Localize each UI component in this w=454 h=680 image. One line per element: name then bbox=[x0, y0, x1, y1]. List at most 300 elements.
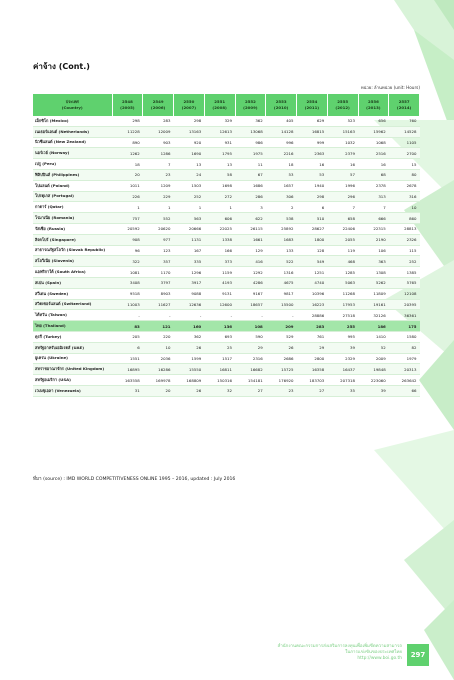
table-cell: 28627 bbox=[297, 223, 328, 234]
table-row bbox=[33, 310, 420, 321]
table-cell: 666 bbox=[358, 213, 389, 224]
table-cell: 22315 bbox=[358, 223, 389, 234]
table-row bbox=[33, 202, 420, 213]
table-cell: 2036 bbox=[143, 353, 174, 364]
table-cell: 9817 bbox=[266, 288, 297, 299]
table-cell: 22406 bbox=[327, 223, 358, 234]
table-cell: 1795 bbox=[204, 148, 235, 159]
table-cell: 10 bbox=[143, 342, 174, 353]
table-cell: 20 bbox=[143, 385, 174, 396]
table-cell: 129 bbox=[235, 245, 266, 256]
table-cell: 552 bbox=[143, 213, 174, 224]
table-cell: 11228 bbox=[112, 126, 143, 137]
table-row bbox=[33, 116, 420, 126]
table-cell: 12009 bbox=[143, 126, 174, 137]
table-row bbox=[33, 342, 420, 353]
table-cell: 68 bbox=[358, 169, 389, 180]
table-cell: 298 bbox=[174, 116, 205, 126]
table-cell: 4740 bbox=[297, 277, 328, 288]
table-cell: 1661 bbox=[235, 234, 266, 245]
table-cell: 18 bbox=[266, 159, 297, 170]
header-country: ประเทศ (Country) bbox=[33, 94, 112, 116]
table-cell: 20592 bbox=[112, 223, 143, 234]
table-cell: 1940 bbox=[297, 180, 328, 191]
table-cell: 286 bbox=[235, 191, 266, 202]
table-cell: 16811 bbox=[204, 364, 235, 375]
table-cell: 207318 bbox=[327, 375, 358, 386]
table-cell: 23 bbox=[266, 385, 297, 396]
country-name: ฟิลิปปินส์ (Philippines) bbox=[33, 169, 112, 180]
table-cell: 7 bbox=[143, 159, 174, 170]
table-cell: 20395 bbox=[389, 299, 420, 310]
unit-label: หน่วย: ล้านหน่วย (unit: Hours) bbox=[360, 85, 420, 90]
table-cell: 283 bbox=[143, 116, 174, 126]
source-note: ที่มา (source) : IMD WORLD COMPETITIVENESS ONLINE 1995 – 2016, updated : July 2016 bbox=[33, 477, 236, 482]
table-cell: 166 bbox=[204, 245, 235, 256]
table-cell: 3408 bbox=[112, 277, 143, 288]
table-cell: 83 bbox=[112, 321, 143, 332]
table-row bbox=[33, 288, 420, 299]
table-row bbox=[33, 245, 420, 256]
table-cell: 16895 bbox=[112, 364, 143, 375]
country-name: โรมาเนีย (Romania) bbox=[33, 213, 112, 224]
table-cell: 986 bbox=[235, 137, 266, 148]
country-name: สาธารณรัฐสโลวัก (Slovak Republic) bbox=[33, 245, 112, 256]
country-name: สหรัฐอาหรับเอมิเรตส์ (UAE) bbox=[33, 342, 112, 353]
table-cell: 1503 bbox=[174, 180, 205, 191]
table-cell: 335 bbox=[174, 256, 205, 267]
table-cell: 32 bbox=[204, 385, 235, 396]
table-row bbox=[33, 191, 420, 202]
table-cell: 4193 bbox=[204, 277, 235, 288]
table-cell: 175 bbox=[389, 321, 420, 332]
table-cell: 3 bbox=[235, 202, 266, 213]
table-cell: 656 bbox=[358, 116, 389, 126]
header-year: 2551 (2008) bbox=[204, 94, 235, 116]
table-cell: 12636 bbox=[174, 299, 205, 310]
table-cell: 7 bbox=[327, 202, 358, 213]
table-cell: 1308 bbox=[358, 267, 389, 278]
table-cell: 283 bbox=[297, 321, 328, 332]
table-cell: 920 bbox=[174, 137, 205, 148]
country-name: สวีเดน (Sweden) bbox=[33, 288, 112, 299]
table-cell: 2378 bbox=[358, 180, 389, 191]
table-cell: 4675 bbox=[266, 277, 297, 288]
table-row bbox=[33, 180, 420, 191]
table-row bbox=[33, 234, 420, 245]
table-cell: 1296 bbox=[174, 267, 205, 278]
table-cell: 27518 bbox=[327, 310, 358, 321]
table-cell: 529 bbox=[266, 331, 297, 342]
table-cell: 760 bbox=[389, 116, 420, 126]
table-cell: 205 bbox=[112, 331, 143, 342]
table-cell: 26 bbox=[174, 385, 205, 396]
table-cell: 1686 bbox=[235, 180, 266, 191]
table-cell: - bbox=[112, 310, 143, 321]
table-cell: 20 bbox=[112, 169, 143, 180]
table-cell: 16815 bbox=[297, 126, 328, 137]
table-cell: 606 bbox=[204, 213, 235, 224]
footer-text bbox=[278, 644, 402, 662]
table-cell: 7 bbox=[358, 202, 389, 213]
table-cell: 8903 bbox=[143, 288, 174, 299]
table-cell: 15962 bbox=[358, 126, 389, 137]
table-cell: 1551 bbox=[112, 353, 143, 364]
table-cell: 25 bbox=[204, 342, 235, 353]
table-row bbox=[33, 385, 420, 396]
table-cell: 14128 bbox=[266, 126, 297, 137]
table-body bbox=[33, 116, 420, 396]
table-cell: 252 bbox=[174, 191, 205, 202]
table-cell: 2055 bbox=[327, 234, 358, 245]
table-cell: 133 bbox=[266, 245, 297, 256]
table-cell: 223060 bbox=[358, 375, 389, 386]
country-name: ไทย (Thailand) bbox=[33, 321, 112, 332]
table-cell: 1599 bbox=[174, 353, 205, 364]
table-cell: 2363 bbox=[297, 148, 328, 159]
table-cell: 2190 bbox=[358, 234, 389, 245]
country-name: เม็กซิโก (Mexico) bbox=[33, 116, 112, 126]
table-cell: 11627 bbox=[143, 299, 174, 310]
table-row bbox=[33, 159, 420, 170]
header-year: 2556 (2013) bbox=[358, 94, 389, 116]
table-cell: 11003 bbox=[112, 299, 143, 310]
table-cell: 108 bbox=[235, 321, 266, 332]
table-cell: 1 bbox=[174, 202, 205, 213]
table-cell: 9131 bbox=[204, 288, 235, 299]
header-year: 2548 (2005) bbox=[112, 94, 143, 116]
table-cell: 16 bbox=[358, 159, 389, 170]
table-cell: 19161 bbox=[358, 299, 389, 310]
table-cell: 272 bbox=[204, 191, 235, 202]
table-row bbox=[33, 375, 420, 386]
table-cell: 2316 bbox=[235, 353, 266, 364]
table-cell: 1209 bbox=[143, 180, 174, 191]
table-cell: 995 bbox=[327, 331, 358, 342]
table-row bbox=[33, 256, 420, 267]
table-cell: 32126 bbox=[358, 310, 389, 321]
table-cell: 1 bbox=[143, 202, 174, 213]
table-cell: 10396 bbox=[297, 288, 328, 299]
table-cell: 176920 bbox=[266, 375, 297, 386]
table-cell: 96 bbox=[112, 245, 143, 256]
table-cell: 1979 bbox=[389, 353, 420, 364]
table-cell: 2009 bbox=[358, 353, 389, 364]
table-cell: 252 bbox=[389, 256, 420, 267]
table-cell: 373 bbox=[204, 256, 235, 267]
table-cell: 67 bbox=[235, 169, 266, 180]
table-cell: 1292 bbox=[235, 267, 266, 278]
table-cell: 13163 bbox=[174, 126, 205, 137]
table-cell: 14528 bbox=[389, 126, 420, 137]
table-row bbox=[33, 267, 420, 278]
country-name: เวเนซุเอลา (Venezuela) bbox=[33, 385, 112, 396]
table-cell: 4286 bbox=[235, 277, 266, 288]
header-year: 2552 (2009) bbox=[235, 94, 266, 116]
table-cell: - bbox=[204, 310, 235, 321]
table-cell: 298 bbox=[297, 191, 328, 202]
table-cell: 52 bbox=[358, 342, 389, 353]
table-cell: - bbox=[143, 310, 174, 321]
table-cell: 890 bbox=[112, 137, 143, 148]
table-cell: 1032 bbox=[327, 137, 358, 148]
table-row bbox=[33, 353, 420, 364]
table-cell: 16286 bbox=[143, 364, 174, 375]
table-cell: 693 bbox=[204, 331, 235, 342]
table-cell: 1286 bbox=[143, 148, 174, 159]
table-cell: 209 bbox=[266, 321, 297, 332]
table-cell: 18 bbox=[112, 159, 143, 170]
table-cell: 53 bbox=[297, 169, 328, 180]
table-cell: 12600 bbox=[204, 299, 235, 310]
table-cell: 523 bbox=[327, 116, 358, 126]
table-cell: - bbox=[266, 310, 297, 321]
table-cell: 1657 bbox=[266, 180, 297, 191]
table-cell: 622 bbox=[235, 213, 266, 224]
table-cell: 80 bbox=[389, 169, 420, 180]
table-cell: 5262 bbox=[358, 277, 389, 288]
table-cell: 16682 bbox=[235, 364, 266, 375]
country-name: กาตาร์ (Qatar) bbox=[33, 202, 112, 213]
table-cell: 3917 bbox=[174, 277, 205, 288]
table-cell: 13 bbox=[174, 159, 205, 170]
table-cell: 20313 bbox=[389, 364, 420, 375]
table-cell: 362 bbox=[235, 116, 266, 126]
table-cell: 27 bbox=[297, 385, 328, 396]
table-row bbox=[33, 213, 420, 224]
table-cell: 29 bbox=[235, 342, 266, 353]
footer-line: สำนักงานคณะกรรมการส่งเสริมการลงทุนเพื่อเพิ่มขีดความสามารถ bbox=[277, 644, 402, 649]
table-cell: 1316 bbox=[266, 267, 297, 278]
table-cell: 1690 bbox=[174, 148, 205, 159]
country-name: ไต้หวัน (Taiwan) bbox=[33, 310, 112, 321]
table-cell: 9518 bbox=[112, 288, 143, 299]
header-year: 2550 (2007) bbox=[174, 94, 205, 116]
table-cell: 363 bbox=[358, 256, 389, 267]
country-name: นอร์เวย์ (Norway) bbox=[33, 148, 112, 159]
table-cell: 35 bbox=[327, 385, 358, 396]
table-cell: 19848 bbox=[358, 364, 389, 375]
table-cell: 1105 bbox=[389, 137, 420, 148]
table-cell: 362 bbox=[174, 331, 205, 342]
table-cell: 20620 bbox=[143, 223, 174, 234]
table-cell: 1996 bbox=[327, 180, 358, 191]
table-row bbox=[33, 148, 420, 159]
country-name: สเปน (Spain) bbox=[33, 277, 112, 288]
table-cell: 220 bbox=[143, 331, 174, 342]
table-cell: 522 bbox=[266, 256, 297, 267]
table-cell: 263642 bbox=[389, 375, 420, 386]
table-cell: 2326 bbox=[389, 234, 420, 245]
page-title: ค่าจ้าง (Cont.) bbox=[33, 62, 90, 71]
country-name: โปแลนด์ (Poland) bbox=[33, 180, 112, 191]
table-row bbox=[33, 299, 420, 310]
table-cell: 15725 bbox=[266, 364, 297, 375]
country-name: สโลวีเนีย (Slovenia) bbox=[33, 256, 112, 267]
table-cell: 66 bbox=[389, 385, 420, 396]
table-cell: 82 bbox=[389, 342, 420, 353]
table-cell: 28813 bbox=[389, 223, 420, 234]
table-cell: 169978 bbox=[143, 375, 174, 386]
table-cell: 1262 bbox=[112, 148, 143, 159]
table-cell: 15 bbox=[389, 159, 420, 170]
table-cell: - bbox=[235, 310, 266, 321]
table-cell: 977 bbox=[143, 234, 174, 245]
country-name: เปรู (Peru) bbox=[33, 159, 112, 170]
table-cell: 1385 bbox=[389, 267, 420, 278]
table-cell: 316 bbox=[389, 191, 420, 202]
table-cell: 1975 bbox=[235, 148, 266, 159]
table-cell: 908 bbox=[112, 234, 143, 245]
table-cell: 13068 bbox=[235, 126, 266, 137]
table-cell: 27 bbox=[235, 385, 266, 396]
table-cell: 17953 bbox=[327, 299, 358, 310]
table-cell: 5063 bbox=[327, 277, 358, 288]
table-cell: 16 bbox=[297, 159, 328, 170]
table-cell: 121 bbox=[143, 321, 174, 332]
table-cell: 18657 bbox=[235, 299, 266, 310]
table-cell: 629 bbox=[297, 116, 328, 126]
table-cell: 468 bbox=[327, 256, 358, 267]
table-cell: 563 bbox=[174, 213, 205, 224]
country-name: สวิตเซอร์แลนด์ (Switzerland) bbox=[33, 299, 112, 310]
country-name: สหรัฐอเมริกา (USA) bbox=[33, 375, 112, 386]
table-cell: 1170 bbox=[143, 267, 174, 278]
table-cell: 2516 bbox=[358, 148, 389, 159]
table-cell: 761 bbox=[297, 331, 328, 342]
table-cell: 860 bbox=[389, 213, 420, 224]
table-cell: 11268 bbox=[327, 288, 358, 299]
table-cell: 163558 bbox=[112, 375, 143, 386]
table-cell: 1800 bbox=[297, 234, 328, 245]
table-cell: 10 bbox=[389, 202, 420, 213]
table-row bbox=[33, 364, 420, 375]
table-cell: 39 bbox=[358, 385, 389, 396]
table-cell: 2678 bbox=[389, 180, 420, 191]
table-row bbox=[33, 223, 420, 234]
table-cell: 106 bbox=[358, 245, 389, 256]
country-name: โปรตุเกส (Portugal) bbox=[33, 191, 112, 202]
table-cell: 2800 bbox=[297, 353, 328, 364]
table-cell: 306 bbox=[266, 191, 297, 202]
table-cell: 9088 bbox=[174, 288, 205, 299]
table-row bbox=[33, 277, 420, 288]
table-cell: 1131 bbox=[174, 234, 205, 245]
table-cell: 296 bbox=[327, 191, 358, 202]
table-cell: 16223 bbox=[297, 299, 328, 310]
country-name: เนเธอร์แลนด์ (Netherlands) bbox=[33, 126, 112, 137]
table-cell: 1410 bbox=[358, 331, 389, 342]
table-cell: 538 bbox=[266, 213, 297, 224]
table-cell: 39 bbox=[327, 342, 358, 353]
table-cell: 123 bbox=[143, 245, 174, 256]
table-cell: 2216 bbox=[266, 148, 297, 159]
table-cell: 186 bbox=[358, 321, 389, 332]
table-cell: 12108 bbox=[389, 288, 420, 299]
table-cell: 160 bbox=[174, 321, 205, 332]
table-cell: 757 bbox=[112, 213, 143, 224]
table-cell: 13 bbox=[204, 159, 235, 170]
table-cell: 2686 bbox=[266, 353, 297, 364]
table-cell: 1251 bbox=[297, 267, 328, 278]
table-cell: 5765 bbox=[389, 277, 420, 288]
table-cell: 298 bbox=[112, 116, 143, 126]
header-year: 2553 (2010) bbox=[266, 94, 297, 116]
table-row bbox=[33, 169, 420, 180]
header-year: 2557 (2014) bbox=[389, 94, 420, 116]
table-cell: 1 bbox=[112, 202, 143, 213]
table-cell: 119 bbox=[327, 245, 358, 256]
table-cell: 590 bbox=[235, 331, 266, 342]
table-cell: 996 bbox=[266, 137, 297, 148]
table-cell: 1338 bbox=[204, 234, 235, 245]
table-cell: 1011 bbox=[112, 180, 143, 191]
table-cell: 26115 bbox=[235, 223, 266, 234]
table-cell: 2329 bbox=[327, 353, 358, 364]
footer-line: ในการแข่งขันของประเทศไทย bbox=[345, 650, 402, 655]
table-cell: 20666 bbox=[174, 223, 205, 234]
table-cell: 2700 bbox=[389, 148, 420, 159]
table-cell: 2 bbox=[266, 202, 297, 213]
table-cell: 11809 bbox=[358, 288, 389, 299]
footer-line: http://www.boi.go.th bbox=[357, 656, 402, 661]
table-cell: 322 bbox=[112, 256, 143, 267]
table-cell: 168809 bbox=[174, 375, 205, 386]
table-cell: 549 bbox=[297, 256, 328, 267]
country-name: สิงคโปร์ (Singapore) bbox=[33, 234, 112, 245]
table-cell: 931 bbox=[204, 137, 235, 148]
table-cell: 154181 bbox=[235, 375, 266, 386]
table-cell: 25892 bbox=[266, 223, 297, 234]
header-year: 2555 (2012) bbox=[327, 94, 358, 116]
table-cell: 510 bbox=[297, 213, 328, 224]
table-cell: 26 bbox=[174, 342, 205, 353]
table-cell: 16437 bbox=[327, 364, 358, 375]
table-cell: 150316 bbox=[204, 375, 235, 386]
table-cell: 1159 bbox=[204, 267, 235, 278]
table-cell: 167 bbox=[174, 245, 205, 256]
country-name: นิวซีแลนด์ (New Zealand) bbox=[33, 137, 112, 148]
table-cell: 58 bbox=[204, 169, 235, 180]
table-cell: 28886 bbox=[297, 310, 328, 321]
table-cell: 903 bbox=[143, 137, 174, 148]
table-cell: 2379 bbox=[327, 148, 358, 159]
table-cell: 6 bbox=[297, 202, 328, 213]
table-cell: 16 bbox=[327, 159, 358, 170]
table-cell: 36361 bbox=[389, 310, 420, 321]
table-cell: 3797 bbox=[143, 277, 174, 288]
table-cell: 405 bbox=[266, 116, 297, 126]
table-cell: 1285 bbox=[327, 267, 358, 278]
table-cell: 255 bbox=[327, 321, 358, 332]
table-header-row bbox=[33, 94, 420, 116]
table-cell: 226 bbox=[112, 191, 143, 202]
table-cell: 115 bbox=[389, 245, 420, 256]
table-cell: 1580 bbox=[389, 331, 420, 342]
table-cell: 15500 bbox=[266, 299, 297, 310]
table-cell: 53 bbox=[266, 169, 297, 180]
table-cell: 136 bbox=[204, 321, 235, 332]
table-cell: 57 bbox=[327, 169, 358, 180]
header-year: 2549 (2006) bbox=[143, 94, 174, 116]
table-cell: 999 bbox=[297, 137, 328, 148]
table-cell: 29 bbox=[297, 342, 328, 353]
country-name: ยูเครน (Ukraine) bbox=[33, 353, 112, 364]
table-cell: - bbox=[174, 310, 205, 321]
table-cell: 22025 bbox=[204, 223, 235, 234]
table-cell: 23 bbox=[143, 169, 174, 180]
table-cell: 1517 bbox=[204, 353, 235, 364]
